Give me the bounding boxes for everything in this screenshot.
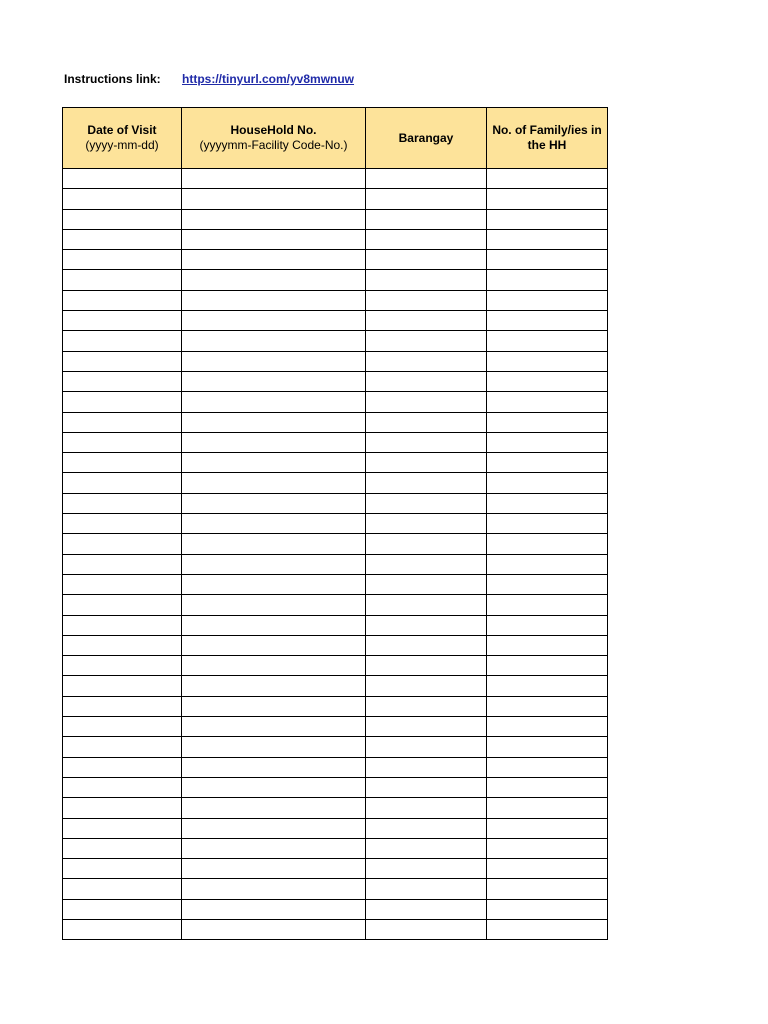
cell-date-of-visit[interactable] <box>63 737 182 757</box>
cell-barangay[interactable] <box>366 290 487 310</box>
cell-barangay[interactable] <box>366 899 487 919</box>
cell-no-of-families[interactable] <box>487 473 608 493</box>
table-row <box>63 290 608 310</box>
table-row <box>63 432 608 452</box>
cell-no-of-families[interactable] <box>487 656 608 676</box>
cell-barangay[interactable] <box>366 818 487 838</box>
cell-no-of-families[interactable] <box>487 392 608 412</box>
cell-no-of-families[interactable] <box>487 189 608 209</box>
cell-no-of-families[interactable] <box>487 737 608 757</box>
cell-barangay[interactable] <box>366 656 487 676</box>
cell-no-of-families[interactable] <box>487 432 608 452</box>
cell-no-of-families[interactable] <box>487 838 608 858</box>
cell-no-of-families[interactable] <box>487 859 608 879</box>
table-row <box>63 717 608 737</box>
cell-no-of-families[interactable] <box>487 676 608 696</box>
table-row <box>63 473 608 493</box>
cell-no-of-families[interactable] <box>487 595 608 615</box>
table-row <box>63 412 608 432</box>
cell-household-no[interactable] <box>182 818 366 838</box>
cell-no-of-families[interactable] <box>487 351 608 371</box>
table-row <box>63 635 608 655</box>
cell-date-of-visit[interactable] <box>63 514 182 534</box>
cell-household-no[interactable] <box>182 189 366 209</box>
cell-date-of-visit[interactable] <box>63 189 182 209</box>
table-row <box>63 331 608 351</box>
cell-household-no[interactable] <box>182 169 366 189</box>
cell-barangay[interactable] <box>366 250 487 270</box>
cell-barangay[interactable] <box>366 635 487 655</box>
table-row <box>63 493 608 513</box>
cell-barangay[interactable] <box>366 392 487 412</box>
cell-household-no[interactable] <box>182 879 366 899</box>
cell-barangay[interactable] <box>366 209 487 229</box>
cell-barangay[interactable] <box>366 615 487 635</box>
cell-barangay[interactable] <box>366 879 487 899</box>
cell-household-no[interactable] <box>182 473 366 493</box>
household-visit-table <box>62 107 608 940</box>
cell-date-of-visit[interactable] <box>63 554 182 574</box>
table-row <box>63 554 608 574</box>
cell-date-of-visit[interactable] <box>63 818 182 838</box>
table-row <box>63 229 608 249</box>
cell-household-no[interactable] <box>182 595 366 615</box>
cell-barangay[interactable] <box>366 595 487 615</box>
table-row <box>63 676 608 696</box>
header-date-of-visit-format: (yyyy-mm-dd) <box>85 138 159 152</box>
cell-barangay[interactable] <box>366 412 487 432</box>
header-household-no-title: HouseHold No. <box>230 123 317 137</box>
cell-no-of-families[interactable] <box>487 554 608 574</box>
cell-barangay[interactable] <box>366 473 487 493</box>
cell-household-no[interactable] <box>182 899 366 919</box>
cell-no-of-families[interactable] <box>487 818 608 838</box>
cell-no-of-families[interactable] <box>487 919 608 939</box>
cell-date-of-visit[interactable] <box>63 919 182 939</box>
header-row <box>63 108 608 169</box>
cell-household-no[interactable] <box>182 250 366 270</box>
table-row <box>63 879 608 899</box>
cell-date-of-visit[interactable] <box>63 574 182 594</box>
table-row <box>63 798 608 818</box>
table-row <box>63 514 608 534</box>
cell-barangay[interactable] <box>366 676 487 696</box>
cell-household-no[interactable] <box>182 453 366 473</box>
cell-no-of-families[interactable] <box>487 615 608 635</box>
header-no-of-families-title-cont: the HH <box>527 138 567 152</box>
cell-barangay[interactable] <box>366 229 487 249</box>
table-row <box>63 534 608 554</box>
cell-household-no[interactable] <box>182 656 366 676</box>
cell-date-of-visit[interactable] <box>63 899 182 919</box>
cell-barangay[interactable] <box>366 574 487 594</box>
cell-household-no[interactable] <box>182 574 366 594</box>
cell-household-no[interactable] <box>182 919 366 939</box>
cell-household-no[interactable] <box>182 331 366 351</box>
cell-date-of-visit[interactable] <box>63 209 182 229</box>
table-row <box>63 250 608 270</box>
cell-date-of-visit[interactable] <box>63 169 182 189</box>
table-row <box>63 595 608 615</box>
cell-barangay[interactable] <box>366 311 487 331</box>
table-body <box>63 169 608 940</box>
header-date-of-visit <box>63 108 182 169</box>
cell-household-no[interactable] <box>182 798 366 818</box>
cell-no-of-families[interactable] <box>487 514 608 534</box>
cell-no-of-families[interactable] <box>487 757 608 777</box>
cell-no-of-families[interactable] <box>487 453 608 473</box>
cell-household-no[interactable] <box>182 209 366 229</box>
table-row <box>63 209 608 229</box>
table-row <box>63 656 608 676</box>
cell-date-of-visit[interactable] <box>63 635 182 655</box>
cell-barangay[interactable] <box>366 534 487 554</box>
cell-no-of-families[interactable] <box>487 169 608 189</box>
table-row <box>63 777 608 797</box>
header-household-no <box>182 108 366 169</box>
cell-household-no[interactable] <box>182 311 366 331</box>
cell-barangay[interactable] <box>366 371 487 391</box>
cell-no-of-families[interactable] <box>487 798 608 818</box>
cell-barangay[interactable] <box>366 453 487 473</box>
cell-date-of-visit[interactable] <box>63 595 182 615</box>
instructions-line <box>64 71 354 87</box>
cell-date-of-visit[interactable] <box>63 676 182 696</box>
cell-no-of-families[interactable] <box>487 311 608 331</box>
cell-date-of-visit[interactable] <box>63 412 182 432</box>
table-row <box>63 189 608 209</box>
cell-barangay[interactable] <box>366 838 487 858</box>
table-row <box>63 351 608 371</box>
cell-date-of-visit[interactable] <box>63 717 182 737</box>
cell-household-no[interactable] <box>182 717 366 737</box>
cell-household-no[interactable] <box>182 514 366 534</box>
cell-no-of-families[interactable] <box>487 290 608 310</box>
cell-barangay[interactable] <box>366 777 487 797</box>
cell-no-of-families[interactable] <box>487 899 608 919</box>
cell-household-no[interactable] <box>182 229 366 249</box>
cell-household-no[interactable] <box>182 676 366 696</box>
table-row <box>63 169 608 189</box>
cell-date-of-visit[interactable] <box>63 534 182 554</box>
cell-household-no[interactable] <box>182 635 366 655</box>
cell-barangay[interactable] <box>366 696 487 716</box>
cell-no-of-families[interactable] <box>487 717 608 737</box>
cell-date-of-visit[interactable] <box>63 879 182 899</box>
cell-barangay[interactable] <box>366 514 487 534</box>
cell-barangay[interactable] <box>366 351 487 371</box>
table-row <box>63 392 608 412</box>
cell-date-of-visit[interactable] <box>63 777 182 797</box>
table-row <box>63 899 608 919</box>
cell-date-of-visit[interactable] <box>63 290 182 310</box>
table-row <box>63 574 608 594</box>
cell-no-of-families[interactable] <box>487 229 608 249</box>
cell-household-no[interactable] <box>182 412 366 432</box>
cell-household-no[interactable] <box>182 777 366 797</box>
cell-date-of-visit[interactable] <box>63 798 182 818</box>
cell-barangay[interactable] <box>366 717 487 737</box>
cell-household-no[interactable] <box>182 696 366 716</box>
header-barangay-title: Barangay <box>398 130 454 145</box>
cell-barangay[interactable] <box>366 493 487 513</box>
cell-no-of-families[interactable] <box>487 635 608 655</box>
cell-no-of-families[interactable] <box>487 371 608 391</box>
cell-no-of-families[interactable] <box>487 777 608 797</box>
table-row <box>63 311 608 331</box>
cell-no-of-families[interactable] <box>487 412 608 432</box>
cell-date-of-visit[interactable] <box>63 351 182 371</box>
cell-barangay[interactable] <box>366 798 487 818</box>
cell-no-of-families[interactable] <box>487 879 608 899</box>
cell-barangay[interactable] <box>366 554 487 574</box>
cell-barangay[interactable] <box>366 331 487 351</box>
instructions-label: Instructions link: <box>64 72 161 86</box>
cell-household-no[interactable] <box>182 534 366 554</box>
cell-household-no[interactable] <box>182 290 366 310</box>
table-row <box>63 615 608 635</box>
cell-household-no[interactable] <box>182 351 366 371</box>
cell-date-of-visit[interactable] <box>63 250 182 270</box>
table-row <box>63 919 608 939</box>
cell-no-of-families[interactable] <box>487 696 608 716</box>
cell-household-no[interactable] <box>182 859 366 879</box>
cell-household-no[interactable] <box>182 270 366 290</box>
table-row <box>63 371 608 391</box>
cell-date-of-visit[interactable] <box>63 656 182 676</box>
cell-household-no[interactable] <box>182 757 366 777</box>
cell-barangay[interactable] <box>366 919 487 939</box>
cell-date-of-visit[interactable] <box>63 493 182 513</box>
cell-date-of-visit[interactable] <box>63 229 182 249</box>
instructions-link[interactable]: https://tinyurl.com/yv8mwnuw <box>182 72 355 86</box>
cell-household-no[interactable] <box>182 392 366 412</box>
cell-barangay[interactable] <box>366 757 487 777</box>
table-row <box>63 270 608 290</box>
cell-date-of-visit[interactable] <box>63 331 182 351</box>
cell-date-of-visit[interactable] <box>63 473 182 493</box>
cell-household-no[interactable] <box>182 737 366 757</box>
table-row <box>63 818 608 838</box>
cell-date-of-visit[interactable] <box>63 270 182 290</box>
header-no-of-families-title: No. of Family/ies in <box>492 123 602 137</box>
cell-no-of-families[interactable] <box>487 574 608 594</box>
cell-barangay[interactable] <box>366 189 487 209</box>
cell-date-of-visit[interactable] <box>63 859 182 879</box>
cell-household-no[interactable] <box>182 615 366 635</box>
table-row <box>63 859 608 879</box>
cell-barangay[interactable] <box>366 432 487 452</box>
cell-date-of-visit[interactable] <box>63 696 182 716</box>
header-no-of-families <box>487 108 608 169</box>
table-row <box>63 737 608 757</box>
cell-household-no[interactable] <box>182 371 366 391</box>
cell-no-of-families[interactable] <box>487 250 608 270</box>
cell-date-of-visit[interactable] <box>63 453 182 473</box>
cell-barangay[interactable] <box>366 270 487 290</box>
cell-household-no[interactable] <box>182 838 366 858</box>
cell-no-of-families[interactable] <box>487 270 608 290</box>
cell-household-no[interactable] <box>182 493 366 513</box>
header-household-no-format: (yyyymm-Facility Code-No.) <box>199 138 348 152</box>
cell-no-of-families[interactable] <box>487 331 608 351</box>
cell-no-of-families[interactable] <box>487 493 608 513</box>
cell-household-no[interactable] <box>182 554 366 574</box>
cell-date-of-visit[interactable] <box>63 838 182 858</box>
cell-household-no[interactable] <box>182 432 366 452</box>
cell-barangay[interactable] <box>366 169 487 189</box>
cell-date-of-visit[interactable] <box>63 757 182 777</box>
cell-no-of-families[interactable] <box>487 209 608 229</box>
cell-date-of-visit[interactable] <box>63 615 182 635</box>
header-date-of-visit-title: Date of Visit <box>87 123 157 137</box>
header-barangay <box>366 108 487 169</box>
table-row <box>63 757 608 777</box>
cell-date-of-visit[interactable] <box>63 432 182 452</box>
table-row <box>63 696 608 716</box>
cell-date-of-visit[interactable] <box>63 371 182 391</box>
cell-barangay[interactable] <box>366 859 487 879</box>
cell-date-of-visit[interactable] <box>63 311 182 331</box>
table-row <box>63 838 608 858</box>
cell-date-of-visit[interactable] <box>63 392 182 412</box>
cell-no-of-families[interactable] <box>487 534 608 554</box>
cell-barangay[interactable] <box>366 737 487 757</box>
table-row <box>63 453 608 473</box>
